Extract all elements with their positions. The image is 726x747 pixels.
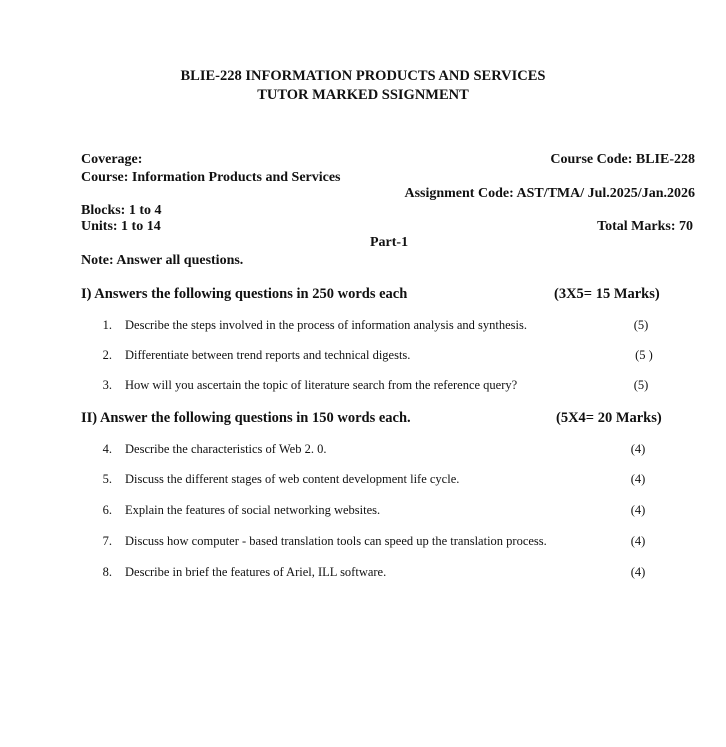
question-text: Discuss the different stages of web content development life cycle. [125, 472, 460, 486]
question-text: How will you ascertain the topic of literature search from the reference query? [125, 378, 518, 392]
blocks: Blocks: 1 to 4 [81, 203, 162, 218]
total-marks: Total Marks: 70 [597, 219, 693, 234]
course-code: Course Code: BLIE-228 [550, 152, 695, 167]
title-line-2: TUTOR MARKED SSIGNMENT [257, 87, 469, 103]
question-marks: (5 ) [635, 348, 653, 362]
question-text: Discuss how computer - based translation tools can speed up the translation process. [125, 534, 547, 548]
note: Note: Answer all questions. [81, 253, 244, 268]
course-name: Course: Information Products and Services [81, 170, 341, 185]
question-number: 5. [102, 472, 112, 486]
assignment-code: Assignment Code: AST/TMA/ Jul.2025/Jan.2026 [404, 186, 695, 201]
question-marks: (4) [630, 534, 646, 548]
question-marks: (4) [630, 503, 646, 517]
question-text: Describe the characteristics of Web 2. 0. [125, 442, 327, 456]
section-2-marks: (5X4= 20 Marks) [556, 410, 662, 426]
part-label: Part-1 [370, 235, 409, 250]
question-number: 1. [102, 318, 112, 332]
question-number: 4. [102, 442, 112, 456]
section-2-heading: II) Answer the following questions in 150 words each. [81, 410, 411, 426]
question-text: Describe the steps involved in the process of information analysis and synthesis. [125, 318, 528, 332]
coverage-label: Coverage: [81, 152, 143, 167]
question-marks: (4) [630, 565, 646, 579]
section-1-heading: I) Answers the following questions in 250 words each [81, 286, 408, 302]
title-line-1: BLIE-228 INFORMATION PRODUCTS AND SERVICES [180, 68, 546, 84]
question-text: Describe in brief the features of Ariel, ILL software. [125, 565, 387, 579]
units: Units: 1 to 14 [81, 219, 161, 234]
question-number: 2. [102, 348, 112, 362]
question-number: 6. [102, 503, 112, 517]
question-marks: (4) [630, 472, 646, 486]
question-number: 3. [102, 378, 112, 392]
question-text: Differentiate between trend reports and technical digests. [125, 348, 411, 362]
question-marks: (5) [633, 318, 649, 332]
question-number: 7. [102, 534, 112, 548]
question-marks: (5) [633, 378, 649, 392]
section-1-marks: (3X5= 15 Marks) [554, 286, 660, 302]
question-marks: (4) [630, 442, 646, 456]
question-text: Explain the features of social networking websites. [125, 503, 381, 517]
question-number: 8. [102, 565, 112, 579]
